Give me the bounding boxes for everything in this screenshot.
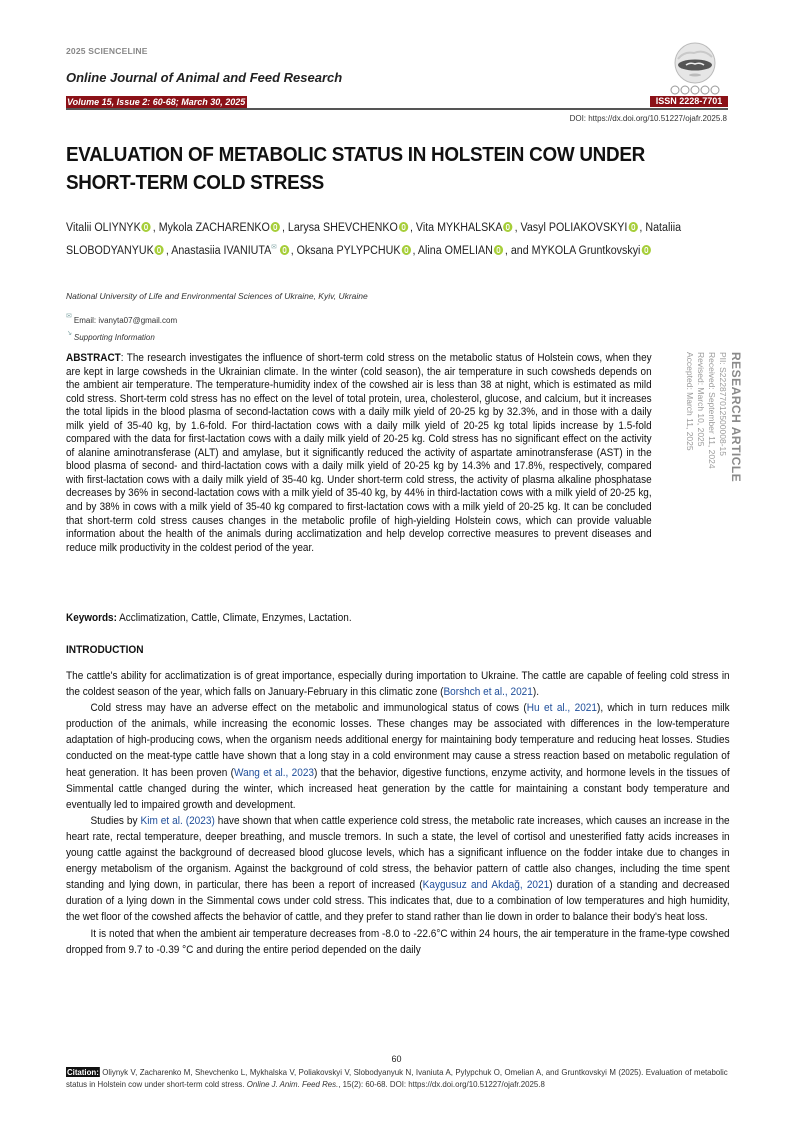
revised-date: Revised: March 10, 2025 [696,352,706,447]
corresponding-email[interactable]: ✉ Email: ivanyta07@gmail.com [66,313,178,325]
envelope-icon: ✉ [66,313,72,320]
received-date: Received: September 11, 2024 [707,352,717,469]
citation-link[interactable]: Kaygusuz and Akdağ, 2021 [422,879,550,892]
orcid-icon[interactable] [641,245,650,255]
orcid-icon[interactable] [271,222,280,232]
author-name: Oksana PYLYPCHUK [296,245,401,257]
citation-link[interactable]: Kim et al. (2023) [140,814,215,827]
author-list [66,218,698,261]
corresponding-author-envelope-icon: ✉ [271,244,277,251]
author-separator: , [639,222,646,234]
section-heading-introduction: INTRODUCTION [66,644,144,656]
citation-link[interactable]: Borshch et al., 2021 [443,686,533,699]
issn-badge: ISSN 2228-7701 [650,96,728,107]
author-name: Alina OMELIAN [417,245,493,257]
keywords-text: Acclimatization, Cattle, Climate, Enzymes, Lactation. [116,612,352,624]
author-separator: , [514,222,521,234]
abstract [66,352,652,555]
orcid-icon[interactable] [494,245,503,255]
volume-info: Volume 15, Issue 2: 60-68; March 30, 2025 [67,97,246,107]
author-separator: , [281,222,288,234]
pii: PII: S222877012500008-15 [718,352,728,456]
author-name: Vitalii OLIYNYK [66,222,141,234]
supporting-information-link[interactable]: ↘ Supporting Information [66,330,155,342]
journal-title: Online Journal of Animal and Feed Research [66,70,343,85]
author-separator: , and [504,245,532,257]
publisher-label: 2025 SCIENCELINE [66,46,148,56]
orcid-icon[interactable] [280,245,289,255]
orcid-icon[interactable] [503,222,512,232]
author-name: Vita MYKHALSKA [415,222,503,234]
paragraph: Cold stress may have an adverse effect on the metabolic and immunological status of cows (Hu et al., 2021), which in turn reduces milk production of the animals, while increasing the economic losses. These changes may be associated with differences in the low-temperature adaptation of high-producing cows, when the organism needs additional energy for maintaining body temperature and reducing heat losses. Studies conducted on the meat-type cattle have shown that a long stay in a cold environment may cause a stress reaction based on metabolic regulation of heat generation. It has been proven (Wang et al., 2023) that the behavior, digestive functions, enzyme activity, and hormone levels in the tissues of Simmental cattle changed during the winter, which increased heat generation by the cattle for maintaining a constant body temperature and eventually led to impaired growth and development. [66,702,730,811]
citation-link[interactable]: Hu et al., 2021 [526,702,597,715]
author-name: Nataliia SLOBODYANYUK [66,222,682,257]
orcid-icon[interactable] [399,222,408,232]
orcid-icon[interactable] [155,245,164,255]
doi-link[interactable]: DOI: https://dx.doi.org/10.51227/ojafr.2025.8 [569,114,727,123]
author-name: Larysa SHEVCHENKO [287,222,398,234]
orcid-icon[interactable] [628,222,637,232]
affiliation: National University of Life and Environmental Sciences of Ukraine, Kyiv, Ukraine [66,291,368,301]
citation-footer: Citation: Oliynyk V, Zacharenko M, Shevchenko L, Mykhalska V, Poliakovskyi V, Slobodyanyuk N, Ivaniuta A, Pylypchuk O, Omelian A, and Gruntkovskyi M (2025). Evaluation of metabolic status in Holstein cow under short-term cold stress. Online J. Anim. Feed Res., 15(2): 60-68. DOI: https://dx.doi.org/10.51227/ojafr.2025.8 [66,1067,728,1089]
page-number: 60 [391,1054,402,1064]
abstract-text: : The research investigates the influence of short-term cold stress on the metabolic status of Holstein cows, when they are kept in large cowsheds in the Ukrainian climate. In the winter (cold season), the air temperature in such cowsheds depends on the ambient air temperature. The temperature-humidity index of the cowshed air is less than 38 at night, which is estimated as mild cold stress. Short-term cold stress has no effect on the level of total protein, urea, cholesterol, glucose, and calcium, but it increases the total lipids in the blood plasma of second-lactation cows with a daily milk yield of 20-25 kg by 32.3%, and in those with a daily milk yield of 35-40 kg, by 1.6-fold. For third-lactation cows with a daily milk yield of 20-25 kg total lipids increase by 1.5-fold compared with the data for first-lactation cows with a daily milk yield of 20-25 kg. Cold stress has no significant effect on the activity of alanine aminotransferase (ALT) and amylase, but it significantly reduced the activity of aspartate aminotransferase (AST) in the blood plasma of second- and third-lactation cows with a daily milk yield of 20-25 kg by 14.3% and 17.8%, respectively, compared with first-lactation cows with a daily milk yield of 35-40 kg. Under short-term cold stress, the activity of plasma alkaline phosphatase decreases by 36% in second-lactation cows with a milk yield of 35-40 kg, by 44% in third-lactation cows with a milk yield of 20-25 kg, and by 38% in cows with a milk yield of 35-40 kg compared to first-lactation cows with a milk yield of 20-25 kg. It can be concluded that short-term cold stress causes changes in the metabolic profile of high-yielding Holstein cows, which can provide valuable information about the health of the animals during acclimatization and help develop corrective measures to prevent diseases and reduce milk productivity in the coldest period of the year. [66,352,652,554]
header-divider [66,108,728,110]
author-name: Vasyl POLIAKOVSKYI [520,222,628,234]
paragraph: The cattle's ability for acclimatization is of great importance, especially during importation to Ukraine. The cattle are capable of feeling cold stress in the coldest season of the year, which falls on January-February in this climatic zone (Borshch et al., 2021). [66,670,730,699]
arrow-icon: ↘ [66,330,72,337]
article-title: EVALUATION OF METABOLIC STATUS IN HOLSTEIN COW UNDER SHORT-TERM COLD STRESS [66,143,646,194]
author-separator: , [409,222,416,234]
article-type: RESEARCH ARTICLE [729,352,743,483]
paragraph: Studies by Kim et al. (2023) have shown that when cattle experience cold stress, the metabolic rate increases, which causes an increase in the heart rate, rectal temperature, deeper breathing, and muscle tremors. In such a state, the level of cortisol and unesterified fatty acids increases in young cattle against the background of decreased blood glucose levels, which has a significant influence on the fodder intake due to changes in energy metabolism of the organism. Against the background of cold stress, the behavior pattern of cattle also changes, including the time spent standing and lying down, in particular, there has been a report of increased (Kaygusuz and Akdağ, 2021) duration of a standing and decreased duration of a lying down in the Simmental cows under cold stress. This indicates that, due to a combination of low temperatures and high humidity, the wet floor of the cowshed affects the behavior of cattle, and they prefer to stand rather than lie down in order to balance their body's heat loss. [66,814,730,924]
keywords [66,612,352,624]
accepted-date: Accepted: March 11, 2025 [685,352,695,451]
article-info-panel [663,352,743,522]
introduction-body [66,668,730,958]
citation-link[interactable]: Wang et al., 2023 [234,766,315,779]
citation-journal: Online J. Anim. Feed Res. [246,1078,339,1089]
abstract-label: ABSTRACT [66,352,121,364]
orcid-icon[interactable] [142,222,151,232]
author-name: MYKOLA Gruntkovskyi [531,245,641,257]
author-separator: , [165,245,172,257]
keywords-label: Keywords: [66,612,117,624]
orcid-icon[interactable] [401,245,410,255]
author-name: Mykola ZACHARENKO [158,222,270,234]
author-separator: , [412,245,418,257]
citation-label: Citation: [66,1067,99,1077]
author-separator: , [290,245,297,257]
author-separator: , [152,222,159,234]
paragraph: It is noted that when the ambient air temperature decreases from -8.0 to -22.6°C within 24 hours, the air temperature in the frame-type cowshed dropped from 9.7 to -0.39 °C and during the entire period depended on the daily [66,927,730,956]
author-name: Anastasiia IVANIUTA [171,245,272,257]
